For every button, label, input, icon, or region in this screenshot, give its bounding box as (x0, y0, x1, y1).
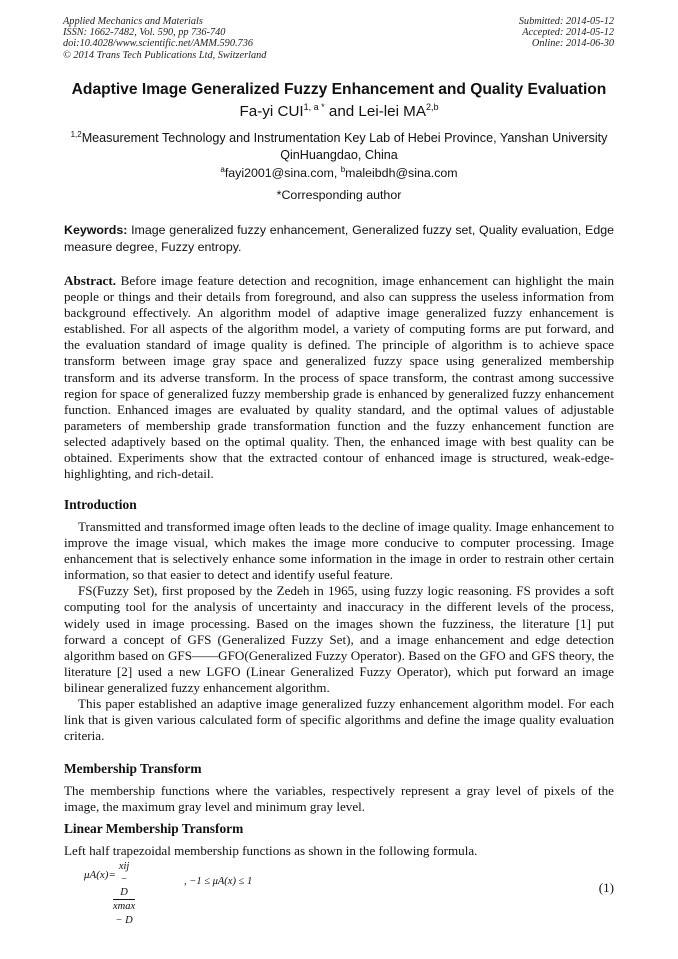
author-1: Fa-yi CUI (239, 103, 304, 120)
keywords (64, 222, 614, 255)
journal-header-right (519, 16, 614, 50)
abstract-text: Before image feature detection and recognition, image enhancement can highlight the main people or things and their details from foreground, and also can suppress the useless information from background effectively. An algorithm model of adaptive image generalized fuzzy enhancement is established. For all aspects of the algorithm model, a variety of computing forms are put forward, and the evaluation standard of image quality is defined. The principle of algorithm is to achieve space transform between image gray space and generalized fuzzy space using generalized membership transform and its adverse transform. In the process of space transform, the contrast among successive region for space of generalized fuzzy membership grade is enhanced by generalized fuzzy enhancement function. Enhanced images are evaluated by quality standard, and the optimal values of adjustable parameters of membership grade transformation function and the fuzzy enhancement function are selected adaptively based on the optimal quality. Then, the enhanced image with best quality can be obtained. Experiments show that the extracted contour of enhanced image is structured, weak-edge-highlighting, and rich-detail. (64, 273, 614, 482)
intro-paragraph: Transmitted and transformed image often leads to the decline of image quality. Image enhancement to improve the image visual, which makes the image more conducive to computer processing. Image enhancement that is selectively enhance some information in the image in order to restrain other certain information, so that easier to detect and identify useful feature. (64, 519, 614, 583)
author-1-sup: 1, a * (303, 102, 325, 112)
section-heading-introduction: Introduction (64, 497, 137, 512)
journal-header-left (63, 16, 266, 61)
intro-paragraph: FS(Fuzzy Set), first proposed by the Zedeh in 1965, using fuzzy logic reasoning. FS provides a soft computing tool for the analysis of uncertainty and inaccuracy in the different levels of the process, widely used in image processing. Based on the images shown the fuzziness, the literature [1] put forward a concept of GFS (Generalized Fuzzy Set), and a image enhancement and edge detection algorithm based on GFS——GFO(Generalized Fuzzy Operator). Based on the GFO and GFS theory, the literature [2] used a new LGFO (Linear Generalized Fuzzy Operator), which put forward an image bilinear generalized fuzzy enhancement algorithm. (64, 583, 614, 695)
introduction-body (64, 519, 614, 744)
equation-denominator: xmax − D (113, 901, 136, 926)
corresponding-author-note: *Corresponding author (276, 188, 402, 202)
online-date: Online: 2014-06-30 (531, 38, 614, 50)
intro-paragraph: This paper established an adaptive image generalized fuzzy enhancement algorithm model. For each link that is given various calculated form of specific algorithms and define the image quality evaluation criteria. (64, 696, 614, 744)
accepted-date: Accepted: 2014-05-12 (522, 27, 614, 39)
author-2-sup: 2,b (425, 102, 439, 112)
keywords-text: Image generalized fuzzy enhancement, Generalized fuzzy set, Quality evaluation, Edge measure degree, Fuzzy entropy. (64, 223, 614, 254)
email-a[interactable]: fayi2001@sina.com, (224, 166, 341, 180)
section-heading-membership: Membership Transform (64, 761, 202, 776)
affiliation (64, 130, 614, 164)
author-2: and Lei-lei MA (324, 103, 426, 120)
abstract (64, 273, 614, 482)
affiliation-text: Measurement Technology and Instrumentation Key Lab of Hebei Province, Yanshan University QinHuangdao, China (81, 131, 608, 162)
submitted-date: Submitted: 2014-05-12 (518, 16, 614, 27)
equation-condition: , −1 ≤ μA(x) ≤ 1 (184, 876, 253, 887)
journal-name: Applied Mechanics and Materials (63, 16, 203, 27)
journal-issn: ISSN: 1662-7482, Vol. 590, pp 736-740 (63, 27, 226, 39)
email-b-sup: b (340, 165, 346, 174)
linear-paragraph: Left half trapezoidal membership functions as shown in the following formula. (64, 843, 478, 858)
membership-body (64, 783, 614, 815)
email-a-sup: a (220, 165, 225, 174)
equation-fraction (113, 860, 135, 928)
paper-title: Adaptive Image Generalized Fuzzy Enhancement and Quality Evaluation (71, 81, 607, 98)
journal-doi: doi:10.4028/www.scientific.net/AMM.590.736 (63, 38, 253, 50)
abstract-label: Abstract. (64, 273, 116, 288)
keywords-label: Keywords: (64, 223, 128, 237)
equation-lhs: μA(x)= (84, 869, 116, 881)
email-b[interactable]: maleibdh@sina.com (345, 166, 458, 180)
linear-body (64, 843, 614, 859)
author-line (0, 103, 678, 120)
journal-copyright: © 2014 Trans Tech Publications Ltd, Switzerland (63, 49, 267, 61)
subsection-heading-linear: Linear Membership Transform (64, 821, 244, 836)
equation-number: (1) (598, 880, 614, 895)
author-emails (0, 166, 678, 180)
membership-paragraph: The membership functions where the variables, respectively represent a gray level of pixels of the image, the maximum gray level and minimum gray level. (64, 783, 614, 815)
affiliation-sup: 1,2 (70, 130, 82, 139)
equation-numerator: xij − D (113, 860, 135, 900)
